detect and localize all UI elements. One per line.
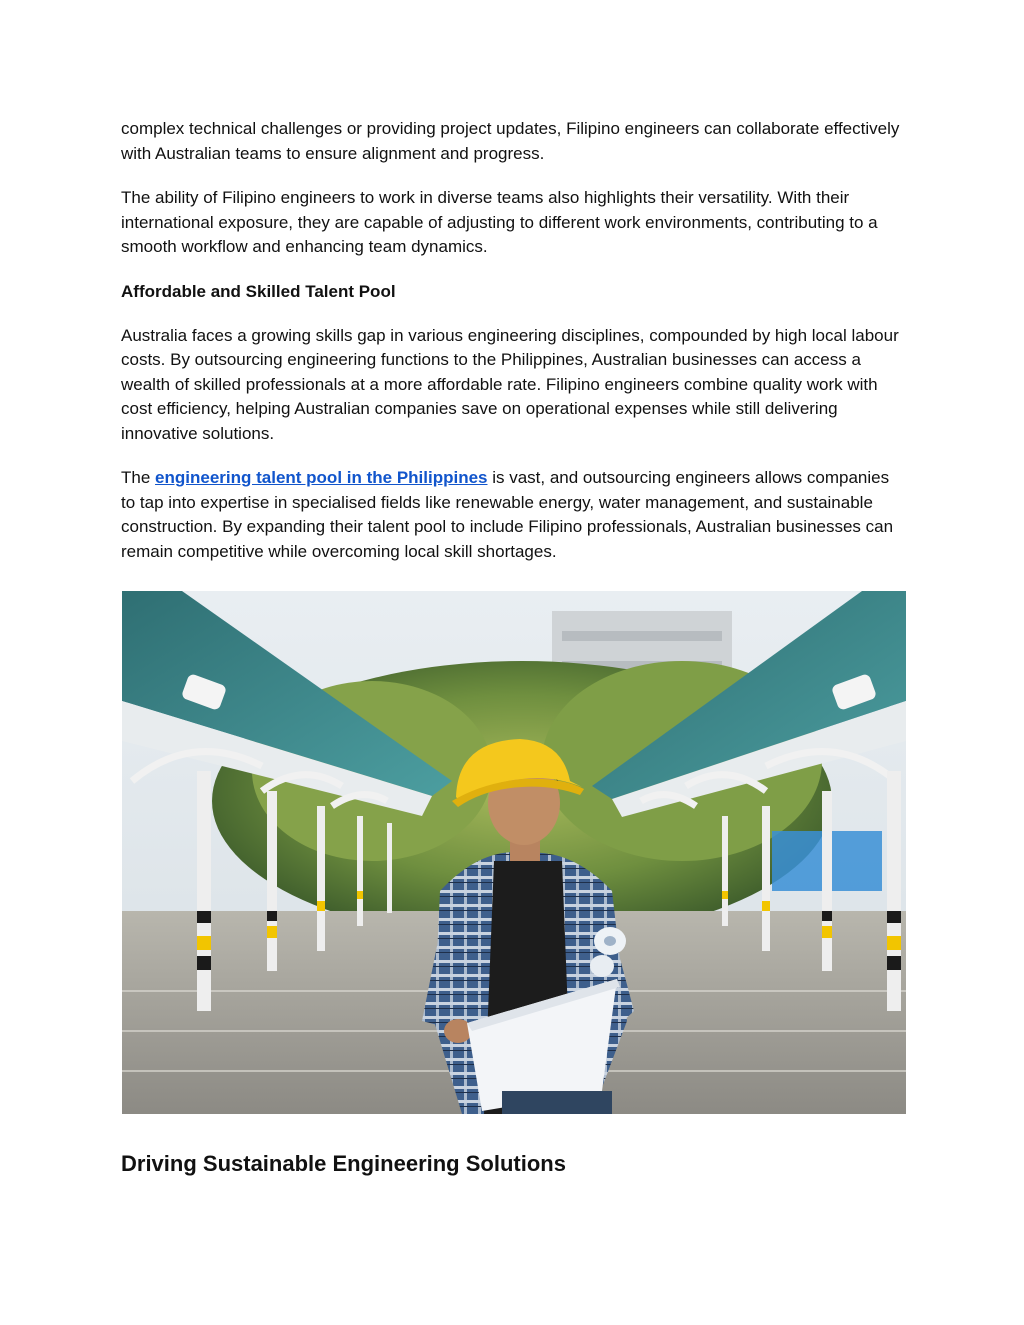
paragraph-versatility: The ability of Filipino engineers to work in diverse teams also highlights their versatility. With their international exposure, they are capable of adjusting to different work environments, contributing to a smooth workflow and enhancing team dynamics.	[121, 188, 878, 256]
subheading-talent-pool: Affordable and Skilled Talent Pool	[121, 281, 396, 301]
section-heading-sustainable: Driving Sustainable Engineering Solutions	[121, 1151, 566, 1176]
paragraph-collaboration: complex technical challenges or providing project updates, Filipino engineers can collaborate effectively with Australian teams to ensure alignment and progress.	[121, 119, 900, 163]
document-body	[121, 117, 907, 564]
engineer-photo	[122, 591, 906, 1114]
paragraph-text-after-link: is vast, and outsourcing engineers allows companies to tap into expertise in specialised fields like renewable energy, water management, and sustainable construction. By expanding their talent pool to include Filipino professionals, Australian businesses can remain competitive while overcoming local skill shortages.	[121, 468, 894, 561]
talent-pool-link[interactable]: engineering talent pool in the Philippines	[155, 468, 488, 487]
paragraph-text-before-link: The	[121, 468, 156, 487]
paragraph-talent-pool	[121, 466, 907, 564]
paragraph-skills-gap: Australia faces a growing skills gap in various engineering disciplines, compounded by high local labour costs. By outsourcing engineering functions to the Philippines, Australian businesses can access a wealth of skilled professionals at a more affordable rate. Filipino engineers combine quality work with cost efficiency, helping Australian companies save on operational expenses while still delivering innovative solutions.	[121, 325, 899, 443]
